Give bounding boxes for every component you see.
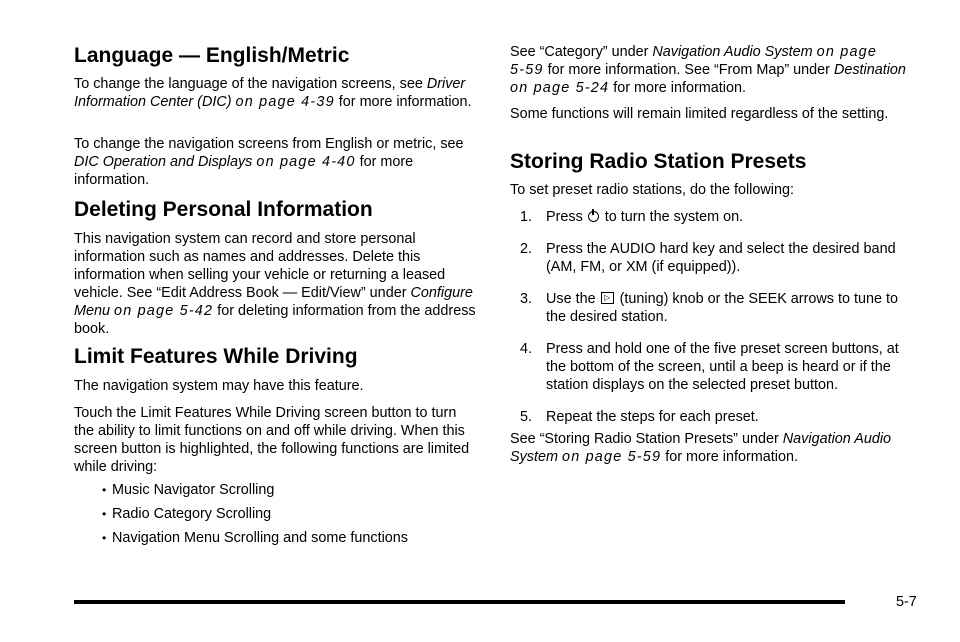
- footer-rule: [74, 600, 845, 604]
- link-nav-audio-2-page[interactable]: on page 5‑59: [561, 449, 662, 465]
- paragraph-limited-regardless: Some functions will remain limited regardless of the setting.: [510, 106, 889, 122]
- heading-storing-presets: Storing Radio Station Presets: [510, 150, 807, 173]
- link-nav-audio[interactable]: Navigation Audio System: [652, 44, 813, 60]
- list-item: 2. Press the AUDIO hard key and select the desired band (AM, FM, or XM (if equipped)).: [520, 241, 896, 275]
- paragraph-presets-see: See “Storing Radio Station Presets” under Navigation Audio System on page 5‑59 for more information.: [510, 431, 892, 465]
- power-icon: [588, 211, 599, 222]
- list-item: • Navigation Menu Scrolling and some functions: [102, 530, 408, 546]
- heading-limit-features: Limit Features While Driving: [74, 345, 358, 368]
- limited-functions-list: [74, 481, 479, 553]
- list-item: • Music Navigator Scrolling: [102, 482, 275, 498]
- link-dic-operation[interactable]: DIC Operation and Displays: [74, 154, 253, 170]
- link-configure-menu[interactable]: Configure Menu: [74, 285, 473, 319]
- list-item: 3. Use the ▷ (tuning) knob or the SEEK arrows to tune to the desired station.: [520, 291, 898, 325]
- link-destination-page[interactable]: on page 5‑24: [510, 80, 610, 96]
- link-dic-operation-page[interactable]: on page 4‑40: [256, 154, 356, 170]
- paragraph-language-2: To change the navigation screens from English or metric, see DIC Operation and Displays on page 4‑40 for more information.: [74, 136, 464, 188]
- list-item: 5. Repeat the steps for each preset.: [520, 409, 759, 425]
- tune-icon: ▷: [601, 292, 614, 304]
- link-dic[interactable]: Driver Information Center (DIC): [74, 76, 466, 110]
- link-dic-page[interactable]: on page 4‑39: [235, 94, 335, 110]
- link-nav-audio-page[interactable]: on page 5‑59: [510, 44, 878, 78]
- preset-steps-list: [510, 208, 915, 426]
- heading-deleting: Deleting Personal Information: [74, 198, 373, 221]
- list-item: 4. Press and hold one of the five preset screen buttons, at the bottom of the screen, until a beep is heard or if the station displays on the selected preset button.: [520, 341, 899, 393]
- link-configure-menu-page[interactable]: on page 5‑42: [114, 303, 214, 319]
- list-item: • Radio Category Scrolling: [102, 506, 272, 522]
- paragraph-limit-1: The navigation system may have this feature.: [74, 378, 364, 394]
- paragraph-deleting: This navigation system can record and store personal information such as names and addresses. Delete this information when selling your vehicle or returning a leased vehicle. See “Edit Address Book — Edit/View” under Configure Menu on page 5‑42 for deleting information from the address book.: [74, 231, 476, 337]
- link-nav-audio-2[interactable]: Navigation Audio System: [510, 431, 892, 465]
- heading-language: Language — English/Metric: [74, 44, 350, 67]
- paragraph-limit-2: Touch the Limit Features While Driving screen button to turn the ability to limit functions on and off while driving. When this screen button is highlighted, the following functions are limited while driving:: [74, 405, 470, 475]
- list-item: 1. Press to turn the system on.: [520, 209, 744, 225]
- paragraph-category: See “Category” under Navigation Audio System on page 5‑59 for more information. See “From Map” under Destination on page 5‑24 for more information.: [510, 44, 906, 96]
- paragraph-presets-intro: To set preset radio stations, do the following:: [510, 182, 794, 198]
- link-destination[interactable]: Destination: [833, 62, 906, 78]
- paragraph-language-1: To change the language of the navigation screens, see Driver Information Center (DIC) on page 4‑39 for more information.: [74, 76, 472, 110]
- page-number: 5-7: [896, 594, 917, 610]
